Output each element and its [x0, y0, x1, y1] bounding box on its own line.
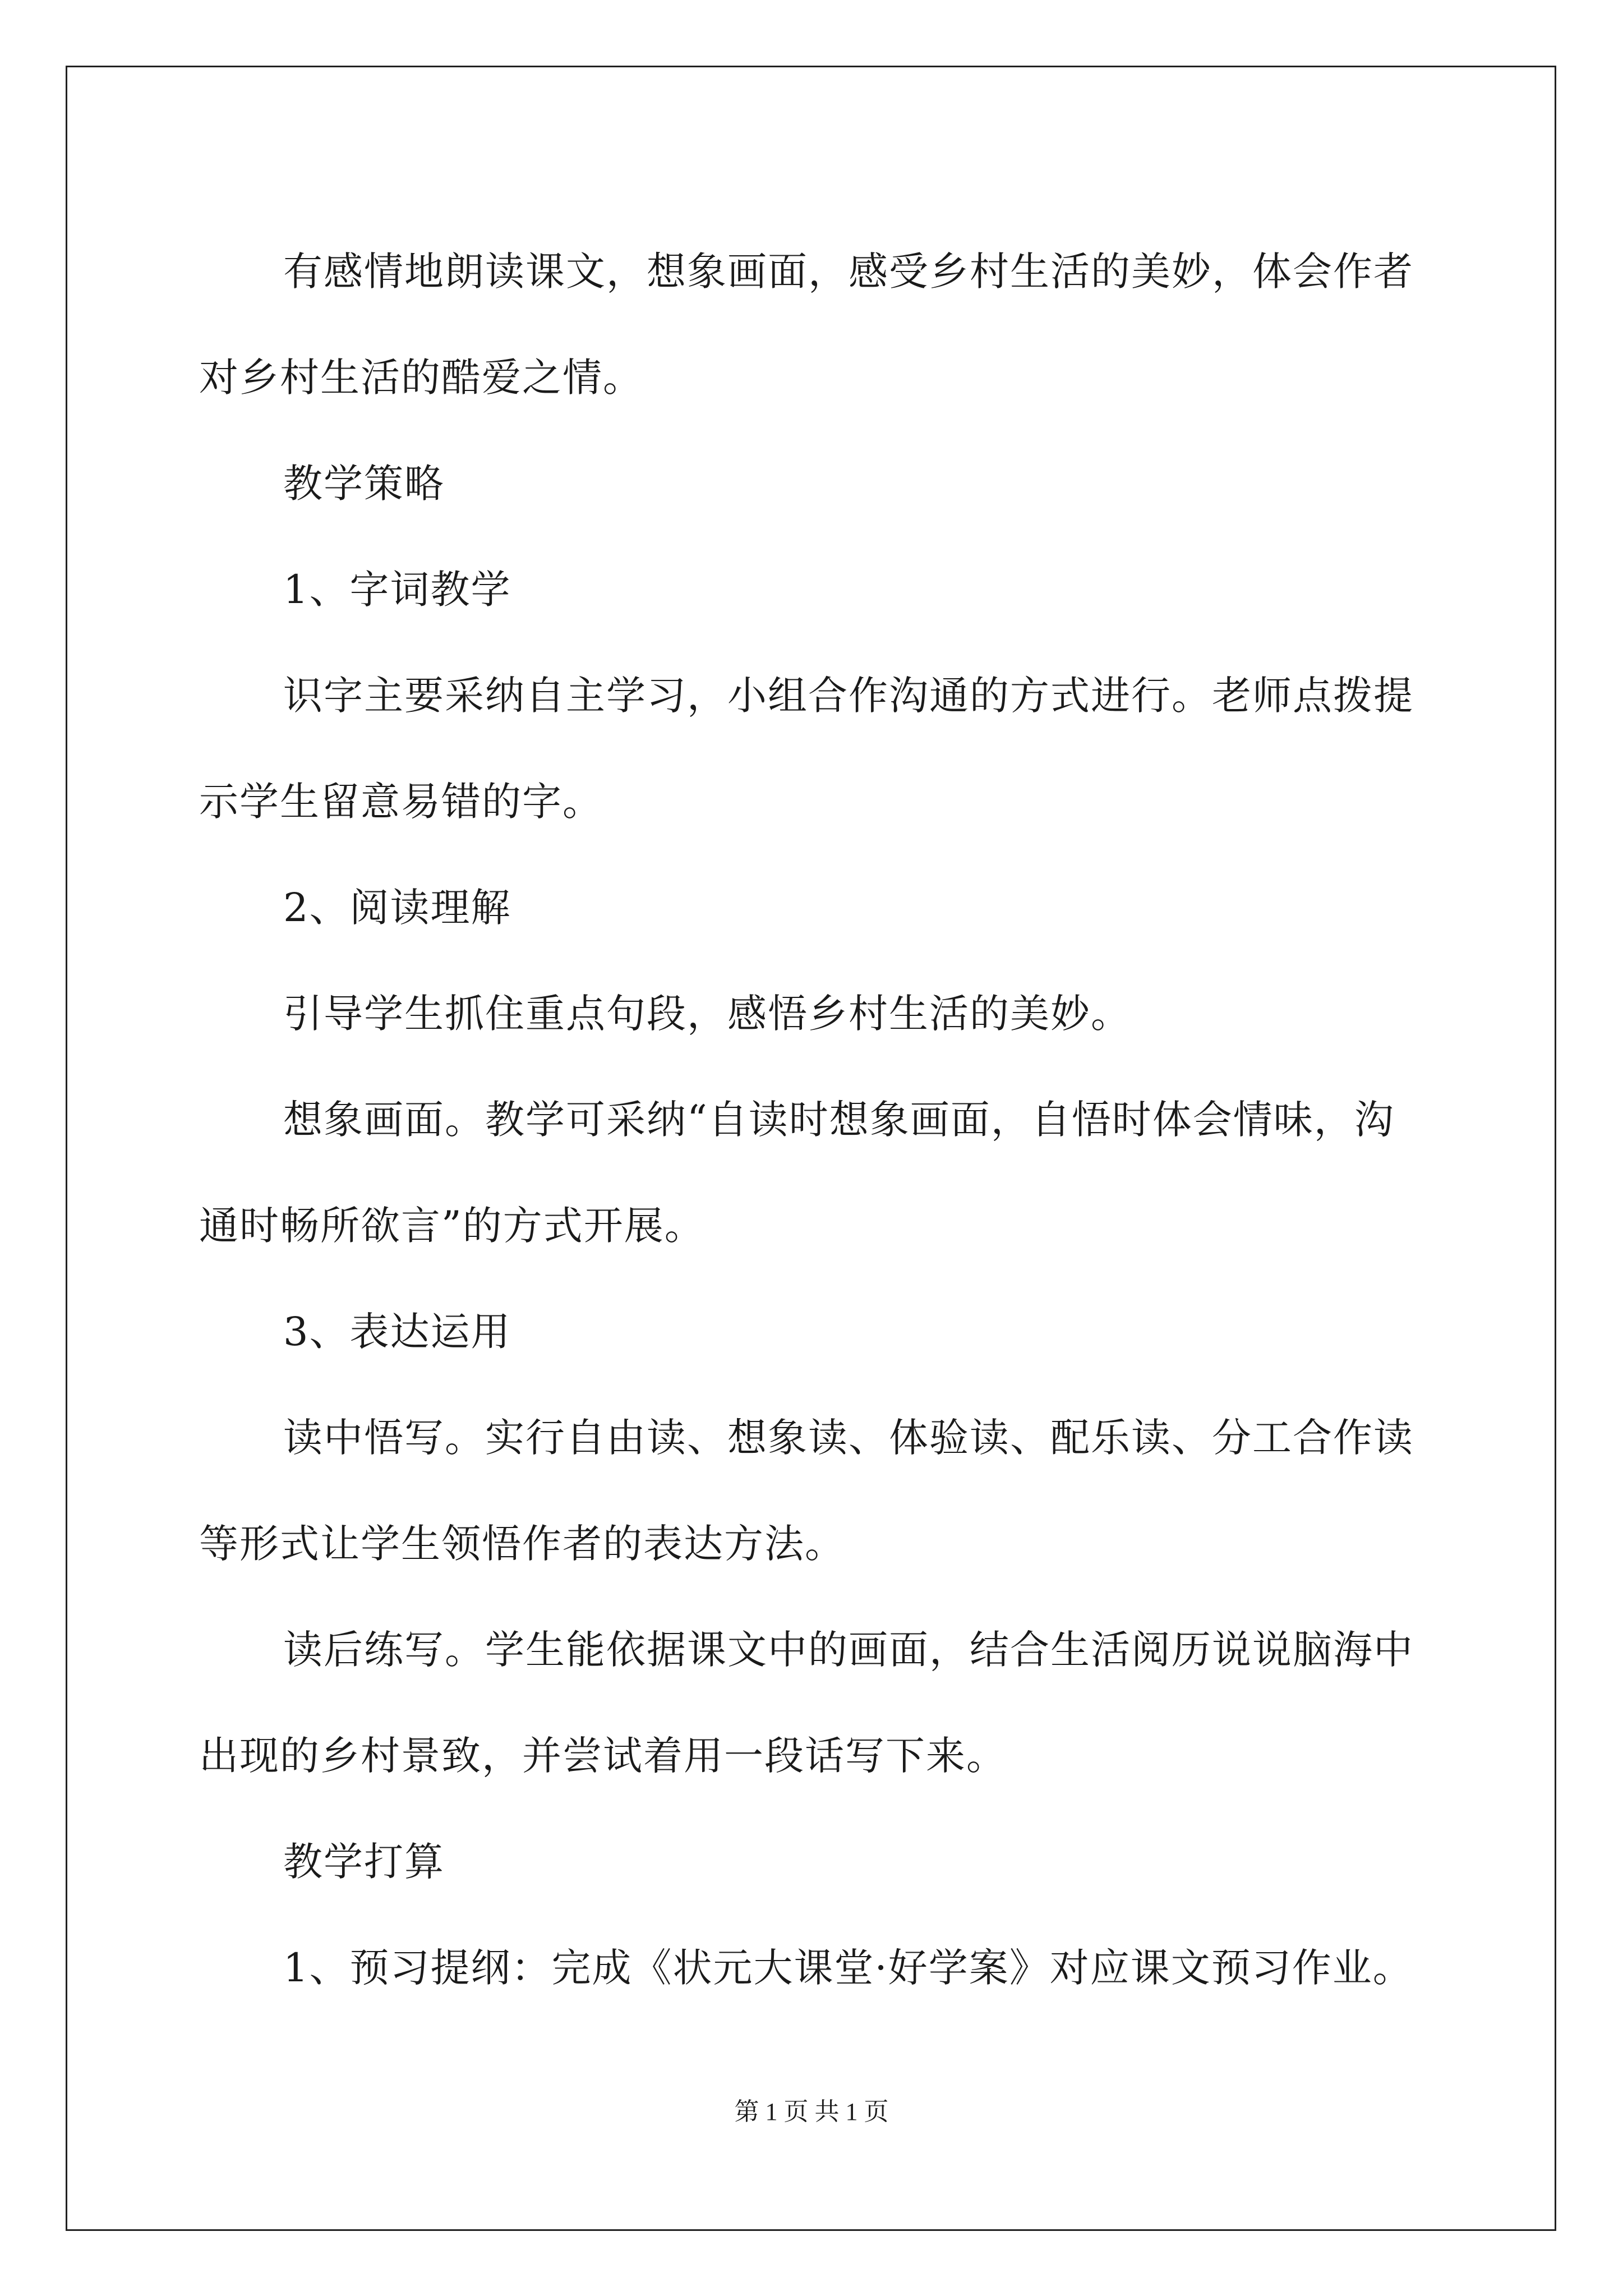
paragraph-line: 读后练写。学生能依据课文中的画面，结合生活阅历说说脑海中 — [283, 1627, 1414, 1673]
paragraph-line: 想象画面。教学可采纳“自读时想象画面，自悟时体会情味，沟 — [283, 1097, 1395, 1143]
paragraph-line: 识字主要采纳自主学习，小组合作沟通的方式进行。老师点拨提 — [283, 673, 1414, 719]
sub-heading: 3、表达运用 — [283, 1309, 511, 1355]
paragraph-line: 对乡村生活的酷爱之情。 — [199, 355, 643, 401]
paragraph-line: 示学生留意易错的字。 — [199, 779, 603, 825]
sub-heading: 1、字词教学 — [283, 567, 511, 613]
paragraph-line: 通时畅所欲言”的方式开展。 — [199, 1203, 705, 1249]
paragraph-line: 等形式让学生领悟作者的表达方法。 — [199, 1521, 845, 1567]
paragraph-line: 读中悟写。实行自由读、想象读、体验读、配乐读、分工合作读 — [283, 1415, 1414, 1461]
paragraph-line: 1、预习提纲：完成《状元大课堂·好学案》对应课文预习作业。 — [283, 1945, 1413, 1991]
section-heading: 教学策略 — [283, 461, 445, 507]
page-number-footer: 第 1 页 共 1 页 — [734, 2098, 889, 2125]
paragraph-line: 出现的乡村景致，并尝试着用一段话写下来。 — [199, 1733, 1007, 1779]
document-body — [199, 219, 1433, 2021]
section-heading: 教学打算 — [283, 1839, 445, 1885]
paragraph-line: 引导学生抓住重点句段，感悟乡村生活的美妙。 — [283, 991, 1131, 1037]
paragraph-line: 有感情地朗读课文，想象画面，感受乡村生活的美妙，体会作者 — [283, 249, 1414, 295]
sub-heading: 2、阅读理解 — [283, 885, 511, 931]
